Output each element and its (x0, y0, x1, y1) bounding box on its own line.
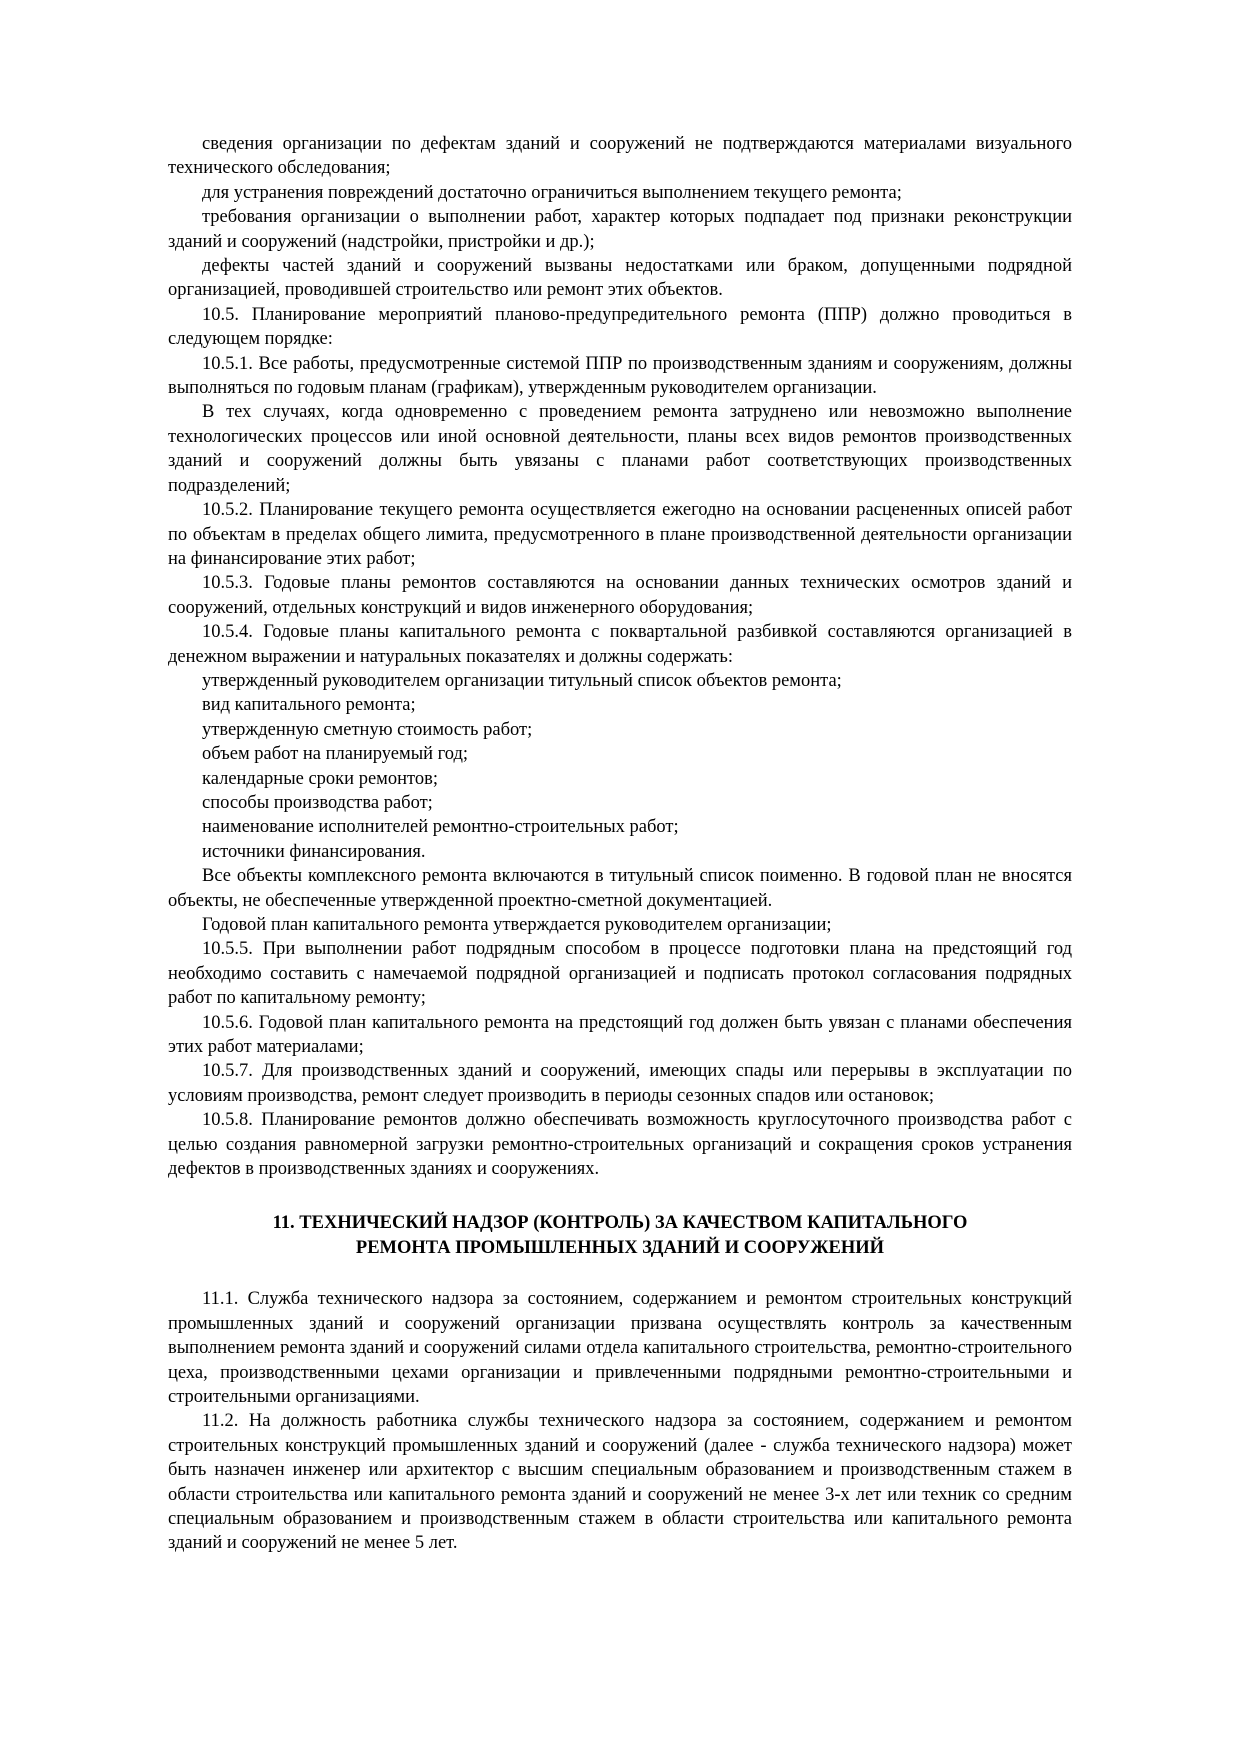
paragraph-clause-11-1: 11.1. Служба технического надзора за состоянием, содержанием и ремонтом строительных конструкций промышленных зданий и сооружений организации призвана осуществлять контроль за качественным выполнением ремонта зданий и сооружений силами отдела капитального строительства, ремонтно-строительного цеха, производственными цехами организации и привлеченными подрядными ремонтно-строительными и строительными организациями. (168, 1289, 1072, 1408)
list-item: вид капитального ремонта; (202, 695, 416, 716)
list-item: утвержденную сметную стоимость работ; (202, 719, 533, 740)
list-item: наименование исполнителей ремонтно-строительных работ; (202, 817, 679, 838)
paragraph-clause-11-2: 11.2. На должность работника службы технического надзора за состоянием, содержанием и ремонтом строительных конструкций промышленных зданий и сооружений (далее - служба технического надзора) может быть назначен инженер или архитектор с высшим специальным образованием и производственным стажем в области строительства или капитального ремонта зданий и сооружений не менее 3-х лет или техник со средним специальным образованием и производственным стажем в области строительства или капитального ремонта зданий и сооружений не менее 5 лет. (168, 1411, 1072, 1554)
section-heading-line-1: 11. ТЕХНИЧЕСКИЙ НАДЗОР (КОНТРОЛЬ) ЗА КАЧЕСТВОМ КАПИТАЛЬНОГО (272, 1213, 968, 1234)
paragraph: сведения организации по дефектам зданий и сооружений не подтверждаются материалами визуального технического обследования; (168, 134, 1072, 179)
paragraph-clause-10-5-2: 10.5.2. Планирование текущего ремонта осуществляется ежегодно на основании расцененных описей работ по объектам в пределах общего лимита, предусмотренного в плане производственной деятельности организации на финансирование этих работ; (168, 500, 1072, 569)
paragraph-clause-10-5-6: 10.5.6. Годовой план капитального ремонта на предстоящий год должен быть увязан с планами обеспечения этих работ материалами; (168, 1012, 1072, 1058)
list-item: утвержденный руководителем организации титульный список объектов ремонта; (202, 670, 842, 691)
paragraph: Все объекты комплексного ремонта включаются в титульный список поименно. В годовой план не вносятся объекты, не обеспеченные утвержденной проектно-сметной документацией. (168, 866, 1072, 911)
paragraph-clause-10-5: 10.5. Планирование мероприятий планово-предупредительного ремонта (ППР) должно проводиться в следующем порядке: (168, 304, 1072, 350)
paragraph-clause-10-5-7: 10.5.7. Для производственных зданий и сооружений, имеющих спады или перерывы в эксплуатации по условиям производства, ремонт следует производить в периоды сезонных спадов или остановок; (168, 1061, 1072, 1106)
list-item: календарные сроки ремонтов; (202, 768, 438, 789)
paragraph-clause-10-5-4: 10.5.4. Годовые планы капитального ремонта с поквартальной разбивкой составляются организацией в денежном выражении и натуральных показателях и должны содержать: (168, 622, 1072, 667)
paragraph-clause-10-5-5: 10.5.5. При выполнении работ подрядным способом в процессе подготовки плана на предстоящий год необходимо составить с намечаемой подрядной организацией и подписать протокол согласования подрядных работ по капитальному ремонту; (168, 939, 1072, 1009)
list-item: способы производства работ; (202, 792, 433, 813)
paragraph: дефекты частей зданий и сооружений вызваны недостатками или браком, допущенными подрядной организацией, проводившей строительство или ремонт этих объектов. (168, 256, 1072, 301)
section-heading (168, 1211, 1072, 1261)
paragraph-clause-10-5-8: 10.5.8. Планирование ремонтов должно обеспечивать возможность круглосуточного производства работ с целью создания равномерной загрузки ремонтно-строительных организаций и сокращения сроков устранения дефектов в производственных зданиях и сооружениях. (168, 1110, 1072, 1180)
paragraph: требования организации о выполнении работ, характер которых подпадает под признаки реконструкции зданий и сооружений (надстройки, пристройки и др.); (168, 207, 1072, 252)
list-item: источники финансирования. (202, 841, 426, 862)
document-body (168, 132, 1072, 1556)
paragraph-clause-10-5-1: 10.5.1. Все работы, предусмотренные системой ППР по производственным зданиям и сооружениям, должны выполняться по годовым планам (графикам), утвержденным руководителем организации. (168, 353, 1072, 399)
list-item: объем работ на планируемый год; (202, 744, 469, 765)
paragraph: для устранения повреждений достаточно ограничиться выполнением текущего ремонта; (202, 182, 902, 203)
paragraph: Годовой план капитального ремонта утверждается руководителем организации; (202, 915, 832, 935)
section-heading-line-2: РЕМОНТА ПРОМЫШЛЕННЫХ ЗДАНИЙ И СООРУЖЕНИЙ (355, 1238, 885, 1259)
paragraph: В тех случаях, когда одновременно с проведением ремонта затруднено или невозможно выполнение технологических процессов или иной основной деятельности, планы всех видов ремонтов производственных зданий и сооружений должны быть увязаны с планами работ соответствующих производственных подразделений; (168, 402, 1072, 496)
paragraph-clause-10-5-3: 10.5.3. Годовые планы ремонтов составляются на основании данных технических осмотров зданий и сооружений, отдельных конструкций и видов инженерного оборудования; (168, 573, 1072, 618)
